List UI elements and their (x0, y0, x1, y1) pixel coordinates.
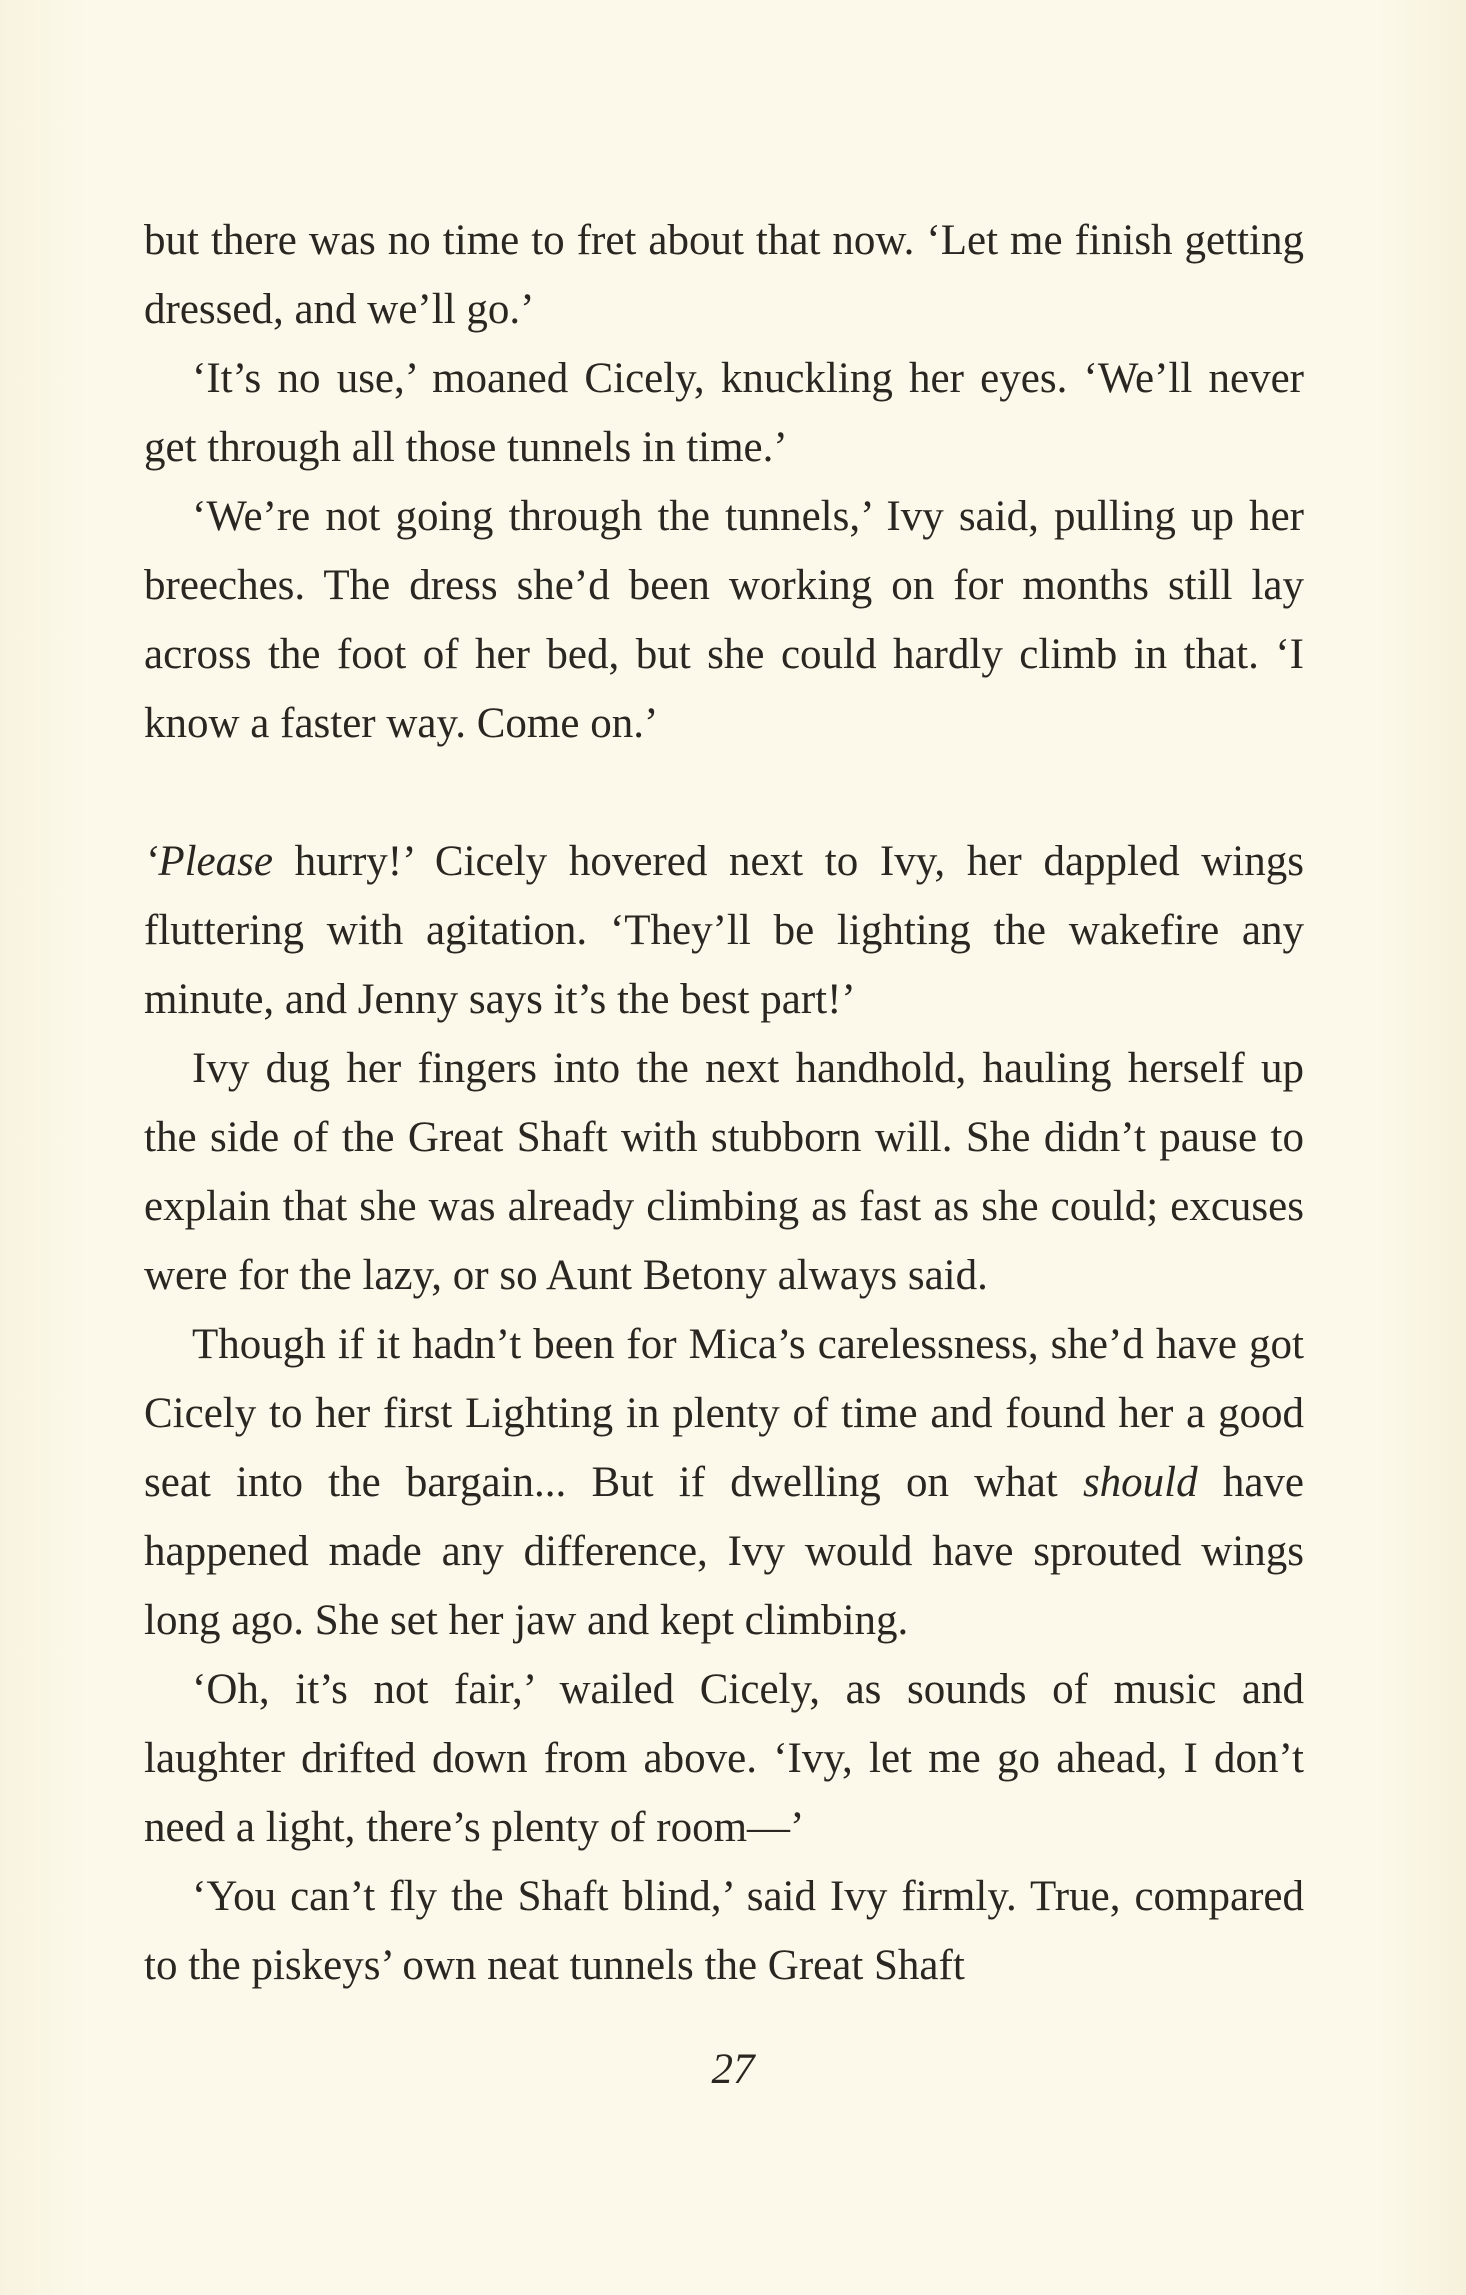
paragraph-though-before: Though if it hadn’t been for Mica’s carelessness, she’d have got Cicely to her first Lighting in plenty of time and found her a good seat into the bargain... But if dwelling on what (144, 1321, 1304, 1506)
paragraph-not-tunnels: ‘We’re not going through the tunnels,’ Ivy said, pulling up her breeches. The dress she’d been working on for months still lay across the foot of her bed, but she could hardly climb in that. ‘I know a faster way. Come on.’ (144, 493, 1304, 747)
paragraph-ivy-dug: Ivy dug her fingers into the next handhold, hauling herself up the side of the Great Shaft with stubborn will. She didn’t pause to explain that she was already climbing as fast as she could; excuses were for the lazy, or so Aunt Betony always said. (144, 1045, 1304, 1299)
paragraph-no-use: ‘It’s no use,’ moaned Cicely, knuckling her eyes. ‘We’ll never get through all those tunnels in time.’ (144, 355, 1304, 471)
paragraph-fly-blind: ‘You can’t fly the Shaft blind,’ said Ivy firmly. True, compared to the piskeys’ own neat tunnels the Great Shaft (144, 1873, 1304, 1989)
page-number: 27 (711, 2046, 755, 2093)
paragraph-not-fair: ‘Oh, it’s not fair,’ wailed Cicely, as sounds of music and laughter drifted down from above. ‘Ivy, let me go ahead, I don’t need a light, there’s plenty of room—’ (144, 1666, 1304, 1851)
paragraph-please-rest: hurry!’ Cicely hovered next to Ivy, her dappled wings fluttering with agitation. ‘They’ll be lighting the wakefire any minute, and Jenny says it’s the best part!’ (144, 838, 1304, 1023)
paragraph-though-after: have happened made any difference, Ivy would have sprouted wings long ago. She set her jaw and kept climbing. (144, 1459, 1304, 1644)
paragraph-continuation: but there was no time to fret about that now. ‘Let me finish getting dressed, and we’ll go.’ (144, 217, 1304, 333)
italic-please: ‘Please (144, 838, 273, 885)
italic-should: should (1082, 1459, 1198, 1506)
body-text (144, 206, 1304, 2000)
section-break (144, 758, 1304, 827)
paragraph-though (144, 1310, 1304, 1655)
paragraph-please-hurry (144, 827, 1304, 1034)
